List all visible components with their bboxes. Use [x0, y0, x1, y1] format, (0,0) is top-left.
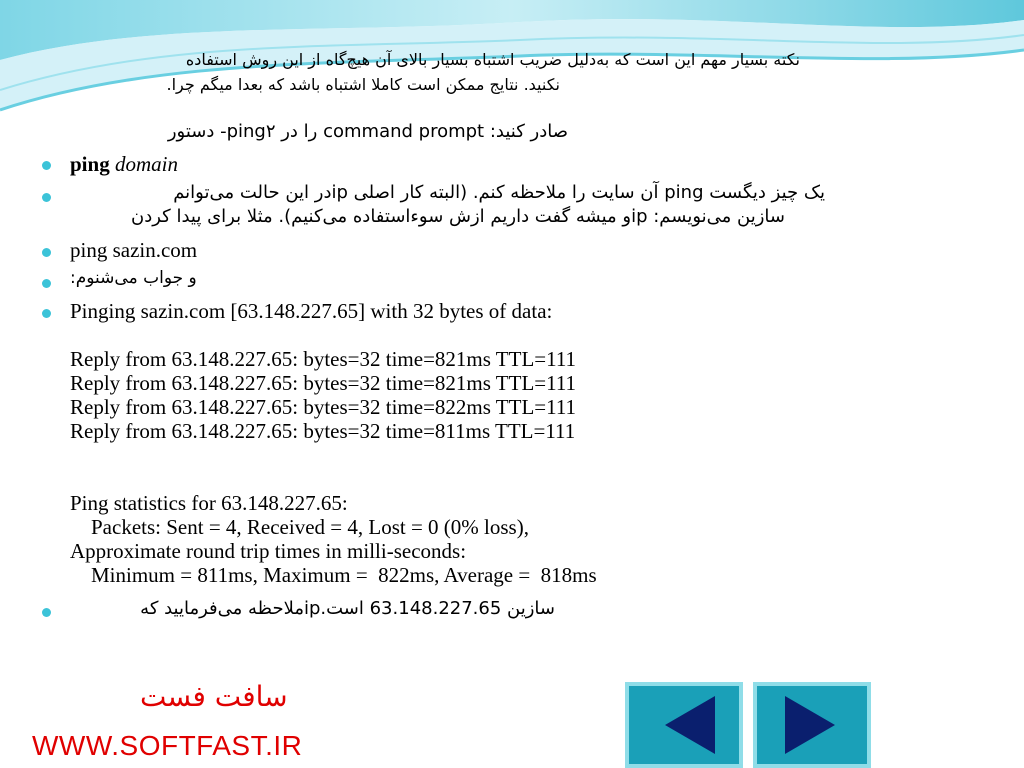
note-line-2: نکنید. نتایج ممکن است کاملا اشتباه باشد که بعدا میگم چرا.: [166, 75, 560, 94]
bullet: [42, 309, 51, 318]
explain-line-2: سازین می‌نویسم: ipو میشه گفت داریم ازش سوءاستفاده می‌کنیم). مثلا برای پیدا کردن: [131, 206, 785, 227]
bullet: [42, 608, 51, 617]
domain-argument: domain: [114, 152, 178, 176]
ping-output: Pinging sazin.com [63.148.227.65] with 32 bytes of data: Reply from 63.148.227.65: bytes=32 time=821ms TTL=111 Reply from 63.148.227.65: bytes=32 time=821ms TTL=111 Reply from 63.148.227.65: bytes=32 time=822ms TTL=111 Reply from 63.148.227.65: bytes=32 time=811ms TTL=111 Ping statistics for 63.148.227.65: Packets: Sent = 4, Received = 4, Lost = 0 (0% loss), Approximate round trip times in milli-seconds: Minimum = 811ms, Maximum = 822ms, Average = 818ms: [70, 299, 597, 587]
triangle-left-icon: [629, 686, 739, 764]
explain-line-1: یک چیز دیگست ping آن سایت را ملاحظه کنم. (البته کار اصلی ipدر این حالت می‌توانم: [173, 182, 825, 203]
final-note: سازین 63.148.227.65 است.ipملاحظه می‌فرمایید که: [140, 598, 555, 619]
brand-url[interactable]: WWW.SOFTFAST.IR: [32, 730, 303, 761]
step-2-heading: صادر کنید: command prompt را در ping۲- دستور: [167, 121, 568, 142]
example-command: ping sazin.com: [70, 238, 198, 262]
note-line-1: نکته بسیار مهم این است که به‌دلیل ضریب اشتباه بسیار بالای آن هیچ‌گاه از این روش استفاده: [185, 50, 800, 69]
bullet: [42, 161, 51, 170]
previous-slide-button[interactable]: [625, 682, 743, 768]
answer-intro: و جواب می‌شنوم:: [70, 268, 197, 288]
ping-command-line: [70, 152, 178, 177]
next-slide-button[interactable]: [753, 682, 871, 768]
brand-name: سافت فست: [140, 680, 288, 713]
triangle-right-icon: [757, 686, 867, 764]
ping-keyword: ping: [70, 152, 110, 176]
bullet: [42, 279, 51, 288]
bullet: [42, 193, 51, 202]
header-wave-decoration: [0, 0, 1024, 140]
bullet: [42, 248, 51, 257]
